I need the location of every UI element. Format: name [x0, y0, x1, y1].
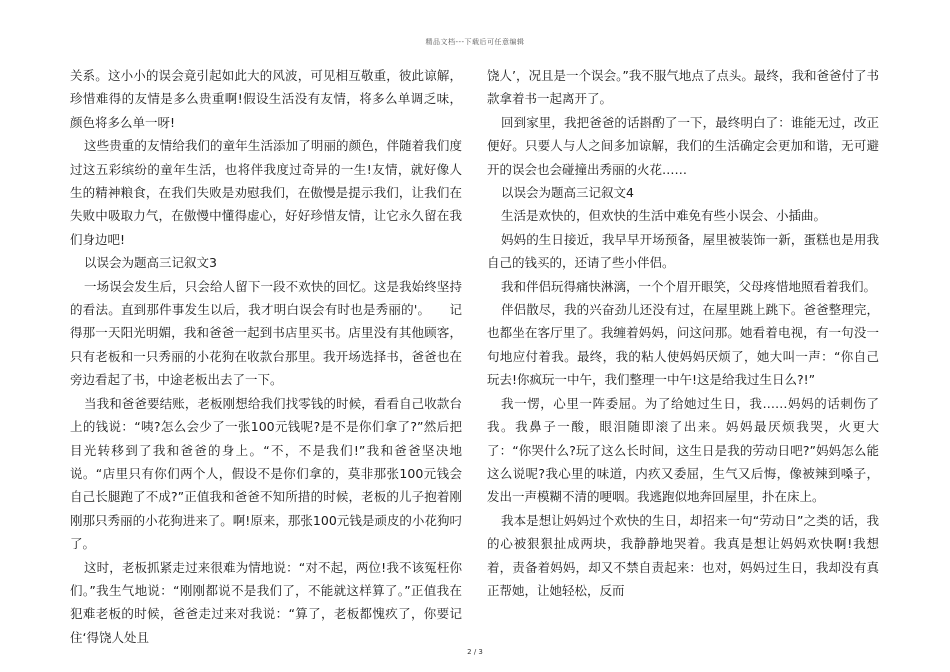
paragraph: 这些贵重的友情给我们的童年生活添加了明丽的颜色，伴随着我们度过这五彩缤纷的童年生活，也将伴我度过奇异的一生!友情，就好像人生的精神粮食，在我们失败是劝慰我们，在傲慢是提示我们，让我们在失败中吸取力气，在傲慢中懂得虚心，好好珍惜友情，让它永久留在我们身边吧!: [70, 138, 462, 247]
paragraph: 我和伴侣玩得痛快淋漓，一个个眉开眼笑，父母疼惜地照看着我们。: [501, 278, 877, 294]
paragraph: 我一愣，心里一阵委屈。为了给她过生日，我……妈妈的话刺伤了我。我鼻子一酸，眼泪随即滚了出来。妈妈最厌烦我哭，火更大了：“你哭什么?玩了这么长时间，这生日是我的劳动日吧?”妈妈怎么能这么说呢?我心里的味道，内疚又委屈，生气又后悔，像被辣到嗓子，发出一声模糊不清的哽咽。我逃跑似地奔回屋里，扑在床上。: [487, 395, 879, 505]
paragraph: 回到家里，我把爸爸的话斟酌了一下，最终明白了：谁能无过，改正便好。只要人与人之间多加谅解，我们的生活确定会更加和谐，无可避开的误会也会碰撞出秀丽的火花……: [487, 114, 879, 177]
paragraph: 关系。这小小的误会竟引起如此大的风波，可见相互敬重，彼此谅解，珍惜难得的友情是多么贵重啊!假设生活没有友情，将多么单调乏味，颜色将多么单一呀!: [70, 68, 462, 130]
right-column: [487, 64, 879, 602]
left-column: [70, 64, 462, 649]
page-header: 精品文档---下载后可任意编辑: [425, 38, 525, 46]
page-number: 2 / 3: [467, 648, 483, 656]
paragraph: 饶人’，况且是一个误会。”我不服气地点了点头。最终，我和爸爸付了书款拿着书一起离开了。: [487, 68, 879, 107]
section-heading: 以误会为题高三记叙文4: [501, 185, 634, 201]
paragraph: 这时，老板抓紧走过来很难为情地说：“对不起，两位!我不该冤枉你们。”我生气地说：“刚刚都说不是我们了，不能就这样算了。”正值我在犯难老板的时候，爸爸走过来对我说：“算了，老板都愧疚了，你要记住‘得饶人处且: [70, 559, 462, 645]
paragraph: 我本是想让妈妈过个欢快的生日，却招来一句“劳动日”之类的话，我的心被狠狠扯成两块，我静静地哭着。我真是想让妈妈欢快啊!我想着，责备着妈妈，却又不禁自责起来：也对，妈妈过生日，我却没有真正帮她，让她轻松，反而: [487, 512, 879, 598]
paragraph: 生活是欢快的，但欢快的生活中难免有些小误会、小插曲。: [501, 208, 827, 224]
paragraph: 当我和爸爸要结账，老板刚想给我们找零钱的时候，看看自己收款台上的钱说：“咦?怎么会少了一张100元钱呢?是不是你们拿了?”然后把目光转移到了我和爸爸的身上。“不，不是我们!”我和爸爸坚决地说。“店里只有你们两个人，假设不是你们拿的，莫非那张100元钱会自己长腿跑了不成?”正值我和爸爸不知所措的时候，老板的儿子抱着刚刚那只秀丽的小花狗进来了。啊!原来，那张100元钱是顽皮的小花狗叼了。: [70, 395, 462, 552]
paragraph: 一场误会发生后，只会给人留下一段不欢快的回忆。这是我始终坚持的看法。直到那件事发生以后，我才明白误会有时也是秀丽的'。 记得那一天阳光明媚，我和爸爸一起到书店里买书。店里没有其他顾客，只有老板和一只秀丽的小花狗在收款台那里。我开场选择书，爸爸也在旁边看起了书，中途老板出去了一下。: [70, 278, 462, 388]
section-heading: 以误会为题高三记叙文3: [84, 255, 217, 271]
paragraph: 伴侣散尽，我的兴奋劲儿还没有过，在屋里跳上跳下。爸爸整理完，也都坐在客厅里了。我缠着妈妈，问这问那。她看着电视，有一句没一句地应付着我。最终，我的粘人使妈妈厌烦了，她大叫一声：“你自己玩去!你疯玩一中午，我们整理一中午!这是给我过生日么?!”: [487, 302, 879, 388]
paragraph: 妈妈的生日接近，我早早开场预备，屋里被装饰一新，蛋糕也是用我自己的钱买的，还请了些小伴侣。: [487, 231, 879, 271]
